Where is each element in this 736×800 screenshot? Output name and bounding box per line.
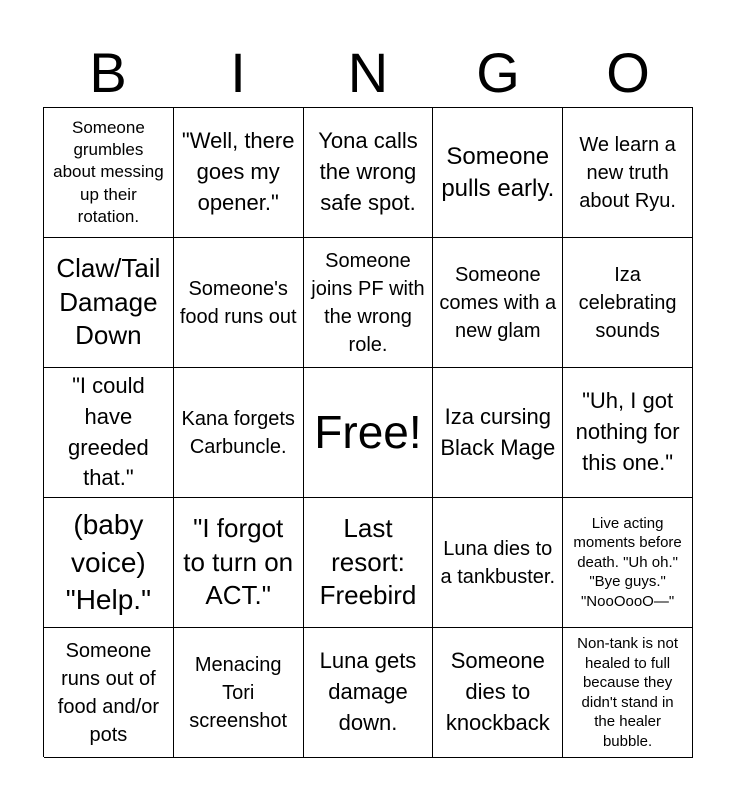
bingo-cell[interactable] bbox=[174, 108, 304, 238]
bingo-cell[interactable] bbox=[44, 368, 174, 498]
bingo-cell[interactable] bbox=[563, 368, 693, 498]
bingo-cell[interactable] bbox=[304, 108, 434, 238]
cell-text: (baby voice) "Help." bbox=[65, 508, 152, 616]
board-row bbox=[44, 628, 693, 758]
board-row bbox=[44, 238, 693, 368]
header-letter-b: B bbox=[89, 41, 127, 104]
bingo-cell[interactable] bbox=[44, 628, 174, 758]
bingo-cell[interactable] bbox=[563, 498, 693, 628]
bingo-cell[interactable] bbox=[563, 628, 693, 758]
bingo-cell[interactable] bbox=[433, 368, 563, 498]
cell-text: Kana forgets Carbuncle. bbox=[181, 407, 295, 458]
bingo-cell[interactable] bbox=[304, 628, 434, 758]
cell-text: Live acting moments before death. "Uh oh." "Bye guys." "NooOooO—" bbox=[573, 514, 682, 610]
cell-text: Non-tank is not healed to full because they didn't stand in the healer bubble. bbox=[577, 635, 679, 750]
bingo-cell[interactable] bbox=[174, 368, 304, 498]
cell-text: "Uh, I got nothing for this one." bbox=[575, 388, 680, 475]
cell-text: Luna dies to a tankbuster. bbox=[440, 537, 556, 588]
bingo-cell[interactable] bbox=[174, 628, 304, 758]
bingo-header bbox=[43, 40, 693, 106]
cell-text: Claw/Tail Damage Down bbox=[56, 252, 161, 351]
cell-text: "I forgot to turn on ACT." bbox=[183, 512, 294, 611]
cell-text: Menacing Tori screenshot bbox=[189, 653, 288, 732]
cell-text: Iza celebrating sounds bbox=[578, 263, 677, 342]
cell-text: We learn a new truth about Ryu. bbox=[579, 133, 676, 212]
cell-text: Yona calls the wrong safe spot. bbox=[318, 128, 418, 215]
bingo-cell[interactable] bbox=[433, 498, 563, 628]
cell-text: "I could have greeded that." bbox=[68, 372, 149, 491]
bingo-cell[interactable] bbox=[563, 238, 693, 368]
bingo-cell[interactable] bbox=[304, 238, 434, 368]
bingo-cell[interactable] bbox=[433, 238, 563, 368]
free-space-text: Free! bbox=[314, 405, 422, 458]
header-letter-g: G bbox=[476, 41, 520, 104]
cell-text: Someone's food runs out bbox=[179, 277, 297, 328]
bingo-cell[interactable] bbox=[44, 238, 174, 368]
board-row bbox=[44, 498, 693, 628]
cell-text: Iza cursing Black Mage bbox=[440, 403, 556, 460]
header-letter-n: N bbox=[347, 41, 389, 104]
bingo-cell[interactable] bbox=[44, 498, 174, 628]
bingo-board bbox=[43, 107, 693, 757]
cell-text: Someone runs out of food and/or pots bbox=[57, 639, 159, 746]
board-row bbox=[44, 108, 693, 238]
cell-text: Someone pulls early. bbox=[441, 143, 555, 202]
bingo-cell[interactable] bbox=[174, 238, 304, 368]
bingo-cell[interactable] bbox=[433, 108, 563, 238]
bingo-cell[interactable] bbox=[563, 108, 693, 238]
bingo-cell[interactable] bbox=[433, 628, 563, 758]
bingo-cell[interactable] bbox=[44, 108, 174, 238]
cell-text: Someone comes with a new glam bbox=[439, 263, 557, 342]
cell-text: Someone grumbles about messing up their rotation. bbox=[53, 118, 164, 226]
header-letter-i: I bbox=[230, 41, 246, 104]
cell-text: "Well, there goes my opener." bbox=[181, 128, 295, 215]
header-letter-o: O bbox=[606, 41, 650, 104]
free-space-cell[interactable] bbox=[304, 368, 434, 498]
cell-text: Luna gets damage down. bbox=[319, 648, 417, 735]
bingo-cell[interactable] bbox=[174, 498, 304, 628]
cell-text: Last resort: Freebird bbox=[319, 512, 417, 611]
bingo-cell[interactable] bbox=[304, 498, 434, 628]
cell-text: Someone joins PF with the wrong role. bbox=[311, 249, 425, 356]
cell-text: Someone dies to knockback bbox=[445, 648, 550, 735]
board-row bbox=[44, 368, 693, 498]
